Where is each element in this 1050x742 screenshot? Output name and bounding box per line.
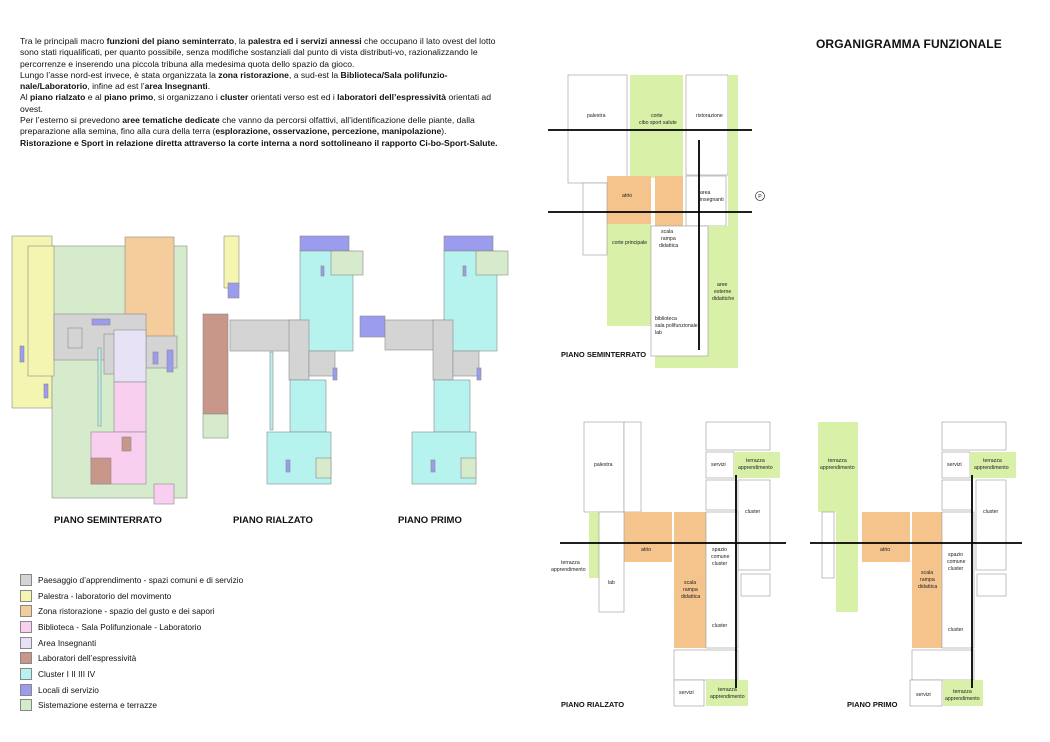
legend-label: Sistemazione esterna e terrazze — [38, 700, 157, 711]
intro-bold-run: piano rialzato — [30, 92, 86, 103]
zone-palestra-2 — [28, 246, 54, 376]
label-cluster-s: cluster — [712, 561, 728, 567]
legend-item — [20, 572, 243, 588]
legend-swatch — [20, 621, 32, 633]
legend-label: Locali di servizio — [38, 684, 99, 695]
label-palestra: palestra — [594, 462, 613, 468]
intro-bold-run: palestra ed i servizi annessi — [247, 36, 362, 46]
box-small — [942, 480, 972, 510]
box-ristorazione — [686, 75, 728, 175]
label-corte-principale: corte principale — [612, 240, 648, 246]
label-lab: lab — [608, 580, 615, 586]
label-spazio: spazio — [948, 552, 963, 558]
legend-label: Palestra - laboratorio del movimento — [38, 590, 172, 601]
legend-item — [20, 698, 243, 714]
plan-primo — [360, 236, 508, 484]
servizio-1 — [444, 236, 493, 251]
label-rampa: rampa — [920, 577, 935, 583]
servizio-5 — [153, 352, 158, 364]
box-palestra-2 — [624, 422, 641, 512]
servizio-1 — [92, 319, 110, 325]
plan-label-rialzato: PIANO RIALZATO — [233, 515, 313, 526]
label-servizi-2: servizi — [679, 690, 694, 696]
intro-bold-run: funzioni del piano seminterrato — [106, 36, 235, 46]
box-small — [706, 480, 736, 510]
box-west — [822, 512, 834, 578]
label-esterne: esterne — [714, 289, 732, 295]
label-aree: aree — [717, 282, 728, 288]
zone-espressivita — [203, 314, 228, 414]
zone-terrazza — [476, 251, 508, 275]
intro-run: , infine ad est l’ — [87, 81, 145, 92]
label-rampa: rampa — [683, 587, 698, 593]
zone-lab — [91, 458, 111, 484]
intro-bold-run: piano primo — [104, 92, 154, 103]
zone-terrazza-2 — [461, 458, 476, 478]
box-top — [942, 422, 1006, 450]
label-cluster: cluster — [745, 509, 761, 515]
label-apprendimento-b: apprendimento — [710, 694, 745, 700]
plan-label-seminterrato: PIANO SEMINTERRATO — [54, 515, 162, 526]
label-didattica: didattica — [659, 243, 679, 249]
intro-run: ). — [441, 126, 447, 137]
label-didattica: didattica — [918, 584, 938, 590]
legend-label: Biblioteca - Sala Polifunzionale - Laboratorio — [38, 621, 202, 632]
org-primo — [810, 422, 1022, 706]
intro-run: Lungo l’asse nord-est invece, è stata organizzata la — [20, 69, 219, 80]
servizio-2 — [68, 328, 82, 348]
servizio-2 — [300, 236, 349, 251]
zone-terrazza-2 — [316, 458, 331, 478]
box-atrio — [624, 512, 672, 562]
label-scala: scala — [661, 229, 674, 235]
legend-swatch — [20, 637, 32, 649]
servizio-2 — [360, 316, 385, 337]
org-label-seminterrato: PIANO SEMINTERRATO — [561, 350, 647, 359]
zone-paesaggio-2 — [433, 320, 453, 380]
label-comune: comune — [711, 554, 730, 560]
plan-rialzato — [203, 236, 363, 484]
label-terrazza: terrazza — [746, 458, 765, 464]
intro-bold-run: aree tematiche dedicate — [122, 115, 220, 126]
label-atrio: atrio — [641, 547, 652, 553]
box-palestra — [568, 75, 627, 183]
label-terrazza-w: terrazza — [828, 458, 847, 464]
label-terrazza-b: terrazza — [718, 687, 737, 693]
legend-label: Zona ristorazione - spazio del gusto e dei sapori — [38, 606, 215, 617]
zone-paesaggio-3 — [309, 351, 335, 376]
intro-bold-run: area Insegnanti — [144, 81, 208, 92]
intro-bold-run: Ristorazione e Sport in relazione diretta attraverso la corte interna a nord sottolineano il rapporto Ci-bo-Sport-Salute. — [20, 137, 498, 148]
corridor-1 — [98, 348, 101, 426]
zone-esterna — [203, 414, 228, 438]
intro-run: che occupano il lato ovest del lotto sono stati riqualificati, per quanto possibile, senza modifiche sostanziali dal punto di vista distributi-vo, razionalizzando le percorrenze e inserendo una piccola tribuna alla medesima quota dello spazio da gioco. — [20, 36, 496, 69]
box-bottom — [674, 650, 738, 680]
legend-label: Paesaggio d’apprendimento - spazi comuni e di servizio — [38, 574, 244, 585]
servizio-4 — [477, 368, 481, 380]
legend-swatch — [20, 699, 32, 711]
legend-swatch — [20, 652, 32, 664]
zone-cluster-2 — [290, 380, 326, 432]
box-small-2 — [741, 574, 770, 596]
legend-item — [20, 650, 243, 666]
legend-swatch — [20, 590, 32, 602]
legend-item — [20, 666, 243, 682]
intro-run: che vanno da percorsi olfattivi, all’identificazione delle piante, dalla preparazione alla semina, fino alla cura della terra ( — [20, 115, 475, 137]
servizio-4 — [44, 384, 48, 398]
org-rialzato — [551, 422, 786, 706]
label-biblioteca: biblioteca — [655, 316, 677, 322]
label-atrio: atrio — [622, 193, 633, 199]
intro-run: , la — [234, 36, 248, 46]
label-terrazza: terrazza — [983, 458, 1002, 464]
plan-seminterrato — [12, 236, 187, 504]
intro-bold-run: zona ristorazione — [218, 69, 289, 80]
servizio-1 — [228, 283, 239, 298]
intro-bold-run: laboratori dell’espressività — [337, 92, 447, 103]
label-palestra: palestra — [587, 113, 606, 119]
label-ristorazione: ristorazione — [696, 113, 723, 119]
intro-run: , a sud-est la — [288, 69, 341, 80]
label-servizi: servizi — [947, 462, 962, 468]
box-atrio — [862, 512, 910, 562]
legend-item — [20, 635, 243, 651]
intro-run: orientati verso est ed i — [248, 92, 338, 103]
label-lab: lab — [655, 330, 662, 336]
label-comune: comune — [947, 559, 966, 565]
servizio-5 — [431, 460, 435, 472]
zone-paesaggio-2 — [289, 320, 309, 380]
org-label-rialzato: PIANO RIALZATO — [561, 700, 625, 709]
box-terrazza-app — [589, 512, 599, 578]
legend-label: Area Insegnanti — [38, 637, 97, 648]
plan-label-primo: PIANO PRIMO — [398, 515, 462, 526]
legend-item — [20, 619, 243, 635]
box-west — [583, 183, 607, 255]
label-terrazza-b: terrazza — [953, 689, 972, 695]
legend-swatch — [20, 668, 32, 680]
legend-swatch — [20, 684, 32, 696]
label-cluster-b: cluster — [948, 627, 964, 633]
label-corte-2: cibo sport salute — [639, 120, 677, 126]
zone-lab-2 — [122, 437, 131, 451]
box-terrazza-2 — [706, 680, 748, 706]
org-seminterrato — [548, 75, 765, 368]
intro-run: Tra le principali macro — [20, 36, 107, 46]
box-cluster-a — [976, 480, 1006, 570]
page-title: ORGANIGRAMMA FUNZIONALE — [816, 37, 1002, 51]
servizio-4 — [333, 368, 337, 380]
intro-run: . — [207, 81, 211, 92]
box-lab — [599, 512, 624, 612]
servizio-5 — [286, 460, 290, 472]
zone-biblioteca — [114, 382, 146, 432]
legend-swatch — [20, 605, 32, 617]
corridor — [270, 352, 273, 430]
legend-swatch — [20, 574, 32, 586]
org-label-primo: PIANO PRIMO — [847, 700, 898, 709]
legend-item — [20, 603, 243, 619]
zone-terrazza — [331, 251, 363, 275]
label-cluster: cluster — [983, 509, 999, 515]
label-servizi: servizi — [711, 462, 726, 468]
label-insegnanti: insegnanti — [700, 197, 724, 203]
zone-palestra — [224, 236, 239, 288]
intro-run: Al — [20, 92, 31, 103]
label-cluster-s: cluster — [948, 566, 964, 572]
zone-biblioteca-3 — [154, 484, 174, 504]
label-apprendimento: apprendimento — [738, 465, 773, 471]
legend-label: Laboratori dell’espressività — [38, 653, 137, 664]
label-rampa: rampa — [661, 236, 676, 242]
legend-item — [20, 682, 243, 698]
box-small-2 — [977, 574, 1006, 596]
label-sala: sala polifunzionale — [655, 323, 698, 329]
legend-label: Cluster I II III IV — [38, 668, 96, 679]
label-apprendimento-b: apprendimento — [945, 696, 980, 702]
intro-bold-run: cluster — [220, 92, 249, 103]
intro-run: e al — [85, 92, 105, 103]
box-terrazza-w2 — [836, 512, 858, 612]
label-scala: scala — [921, 570, 934, 576]
zone-insegnanti — [114, 330, 146, 382]
intro-bold-run: esplorazione, osservazione, percezione, manipolazione — [215, 126, 442, 137]
label-servizi-2: servizi — [916, 692, 931, 698]
label-cluster-b: cluster — [712, 623, 728, 629]
intro-run: Per l’esterno si prevedono — [20, 115, 123, 126]
label-didattiche: didattiche — [712, 296, 735, 302]
label-terrazza-app-2: apprendimento — [551, 567, 586, 573]
zone-paesaggio-3 — [453, 351, 479, 376]
label-scala: scala — [684, 580, 697, 586]
label-terrazza-app: terrazza — [561, 560, 580, 566]
servizio-3 — [463, 266, 466, 276]
servizio-3 — [321, 266, 324, 276]
label-atrio: atrio — [880, 547, 891, 553]
label-corte: corte — [651, 113, 663, 119]
legend-item — [20, 588, 243, 604]
label-spazio: spazio — [712, 547, 727, 553]
label-area: area — [700, 190, 711, 196]
label-apprendimento-w: apprendimento — [820, 465, 855, 471]
servizio-6 — [167, 350, 173, 372]
label-apprendimento: apprendimento — [974, 465, 1009, 471]
box-bottom — [912, 650, 974, 680]
label-didattica: didattica — [681, 594, 701, 600]
box-cluster-a — [738, 480, 770, 570]
box-corte — [630, 75, 683, 178]
intro-bold-run: Biblioteca/Sala polifunzio-nale/Laboratorio — [20, 69, 448, 92]
intro-run: orientati ad ovest. — [20, 92, 491, 114]
zone-cluster-2 — [434, 380, 470, 432]
box-atrio — [607, 176, 651, 224]
legend — [20, 572, 243, 713]
intro-run: , si organizzano i — [153, 92, 221, 103]
servizio-3 — [20, 346, 24, 362]
parking-label: P — [758, 194, 762, 200]
box-top — [706, 422, 770, 450]
